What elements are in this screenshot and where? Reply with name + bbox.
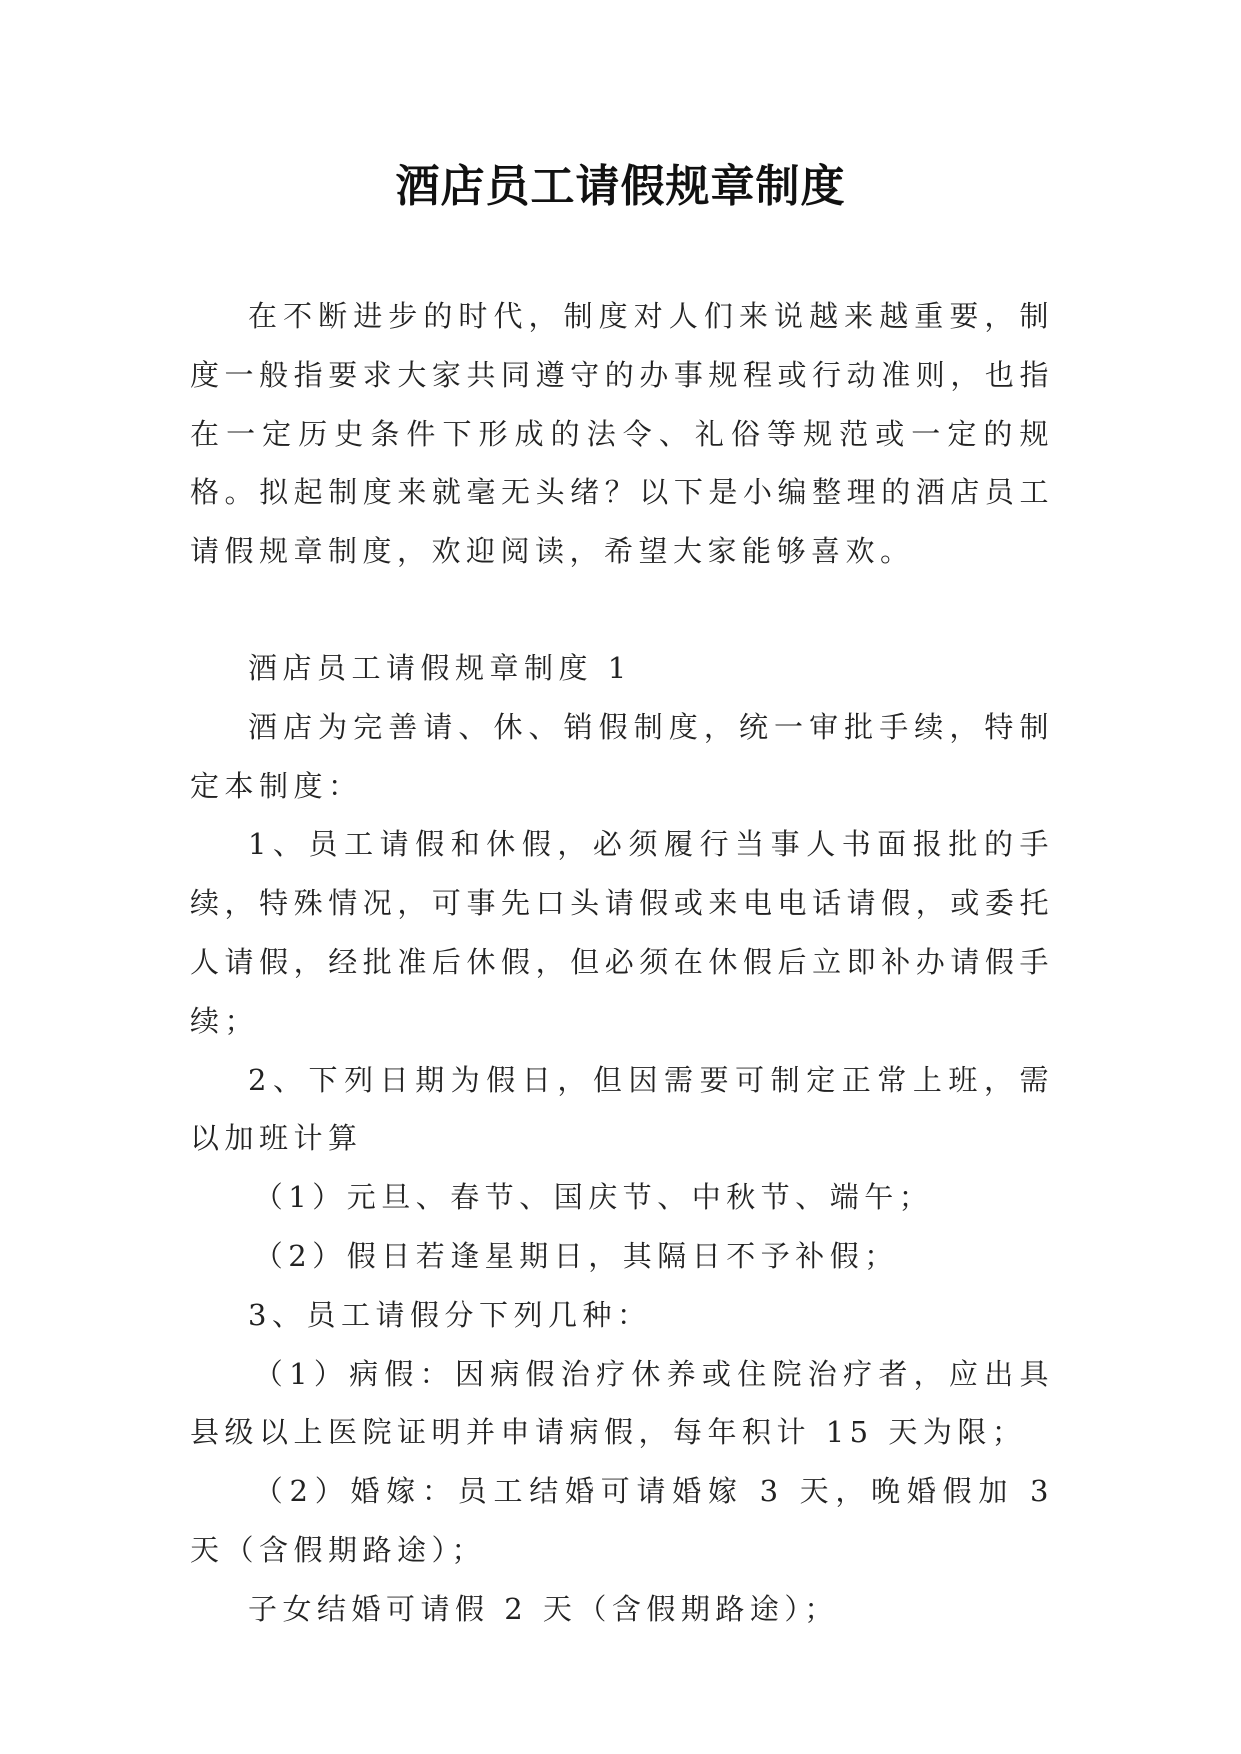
paragraph: 2、下列日期为假日，但因需要可制定正常上班，需以加班计算 xyxy=(190,1062,1054,1156)
paragraph: 1、员工请假和休假，必须履行当事人书面报批的手续，特殊情况，可事先口头请假或来电电话请假，或委托人请假，经批准后休假，但必须在休假后立即补办请假手续； xyxy=(190,827,1054,1038)
paragraph: 3、员工请假分下列几种： xyxy=(248,1297,652,1332)
list-item: （1）病假：因病假治疗休养或住院治疗者，应出具县级以上医院证明并申请病假，每年积计 15 天为限； xyxy=(190,1356,1054,1450)
document-body xyxy=(190,287,1054,1639)
paragraph: 子女结婚可请假 2 天（含假期路途）； xyxy=(248,1591,839,1626)
paragraph: 酒店为完善请、休、销假制度，统一审批手续，特制定本制度： xyxy=(190,709,1054,803)
list-item: （2）婚嫁：员工结婚可请婚嫁 3 天，晚婚假加 3 天（含假期路途）； xyxy=(190,1474,1054,1567)
document-title: 酒店员工请假规章制度 xyxy=(395,161,846,212)
list-item: （2）假日若逢星期日，其隔日不予补假； xyxy=(253,1238,899,1273)
section-heading: 酒店员工请假规章制度 1 xyxy=(248,650,632,685)
list-item: （1）元旦、春节、国庆节、中秋节、端午； xyxy=(253,1180,934,1215)
intro-paragraph: 在不断进步的时代，制度对人们来说越来越重要，制度一般指要求大家共同遵守的办事规程或行动准则，也指在一定历史条件下形成的法令、礼俗等规范或一定的规格。拟起制度来就毫无头绪？以下是小编整理的酒店员工请假规章制度，欢迎阅读，希望大家能够喜欢。 xyxy=(190,299,1054,569)
spacer xyxy=(190,581,1054,639)
